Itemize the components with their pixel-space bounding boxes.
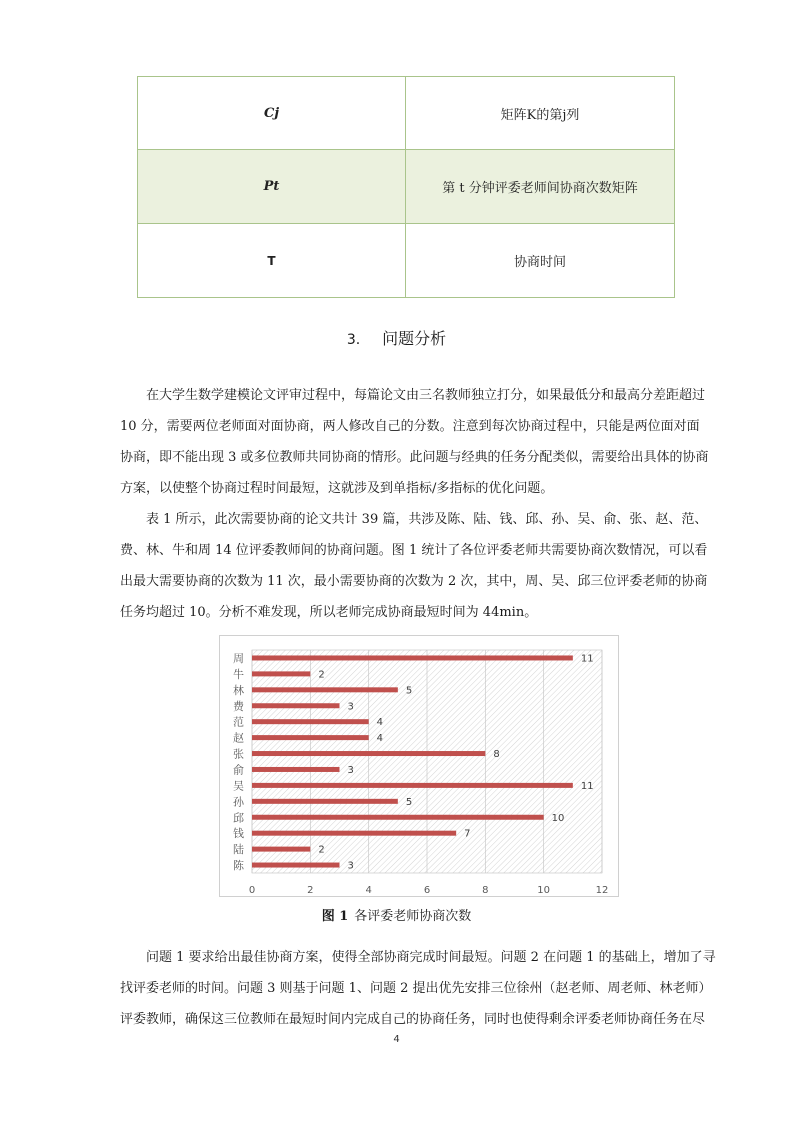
category-label: 张 [233, 747, 244, 761]
symbol-row [138, 150, 675, 224]
category-label: 孙 [233, 795, 244, 809]
data-label: 5 [405, 685, 413, 697]
text-line: 10 分，需要两位老师面对面协商，两人修改自己的分数。注意到每次协商过程中，只能是两位面对面 [120, 419, 700, 434]
bar [252, 831, 456, 836]
bar-chart-svg [220, 636, 618, 896]
bar [252, 671, 310, 676]
category-label: 费 [233, 699, 244, 713]
category-label: 林 [233, 683, 244, 697]
x-tick-label: 10 [537, 885, 551, 896]
bar [252, 655, 573, 660]
category-label: 周 [233, 651, 244, 665]
symbol-row [138, 77, 675, 150]
category-label: 邱 [233, 811, 244, 825]
data-label: 4 [376, 717, 384, 729]
data-label: 8 [493, 749, 500, 761]
data-label: 3 [347, 860, 354, 872]
meaning-cell: 矩阵K的第j列 [406, 77, 675, 150]
data-label: 11 [580, 653, 594, 665]
category-label: 牛 [233, 667, 244, 681]
data-label: 3 [347, 701, 354, 713]
symbol-row [138, 224, 675, 298]
text-line: 任务均超过 10。分析不难发现，所以老师完成协商最短时间为 44min。 [120, 605, 538, 620]
meaning-cell: 第 t 分钟评委老师间协商次数矩阵 [406, 150, 675, 224]
bar [252, 847, 310, 852]
bar [252, 703, 340, 708]
data-label: 7 [464, 828, 471, 840]
x-tick-labels [249, 885, 609, 896]
symbol-cell: Pt [138, 150, 406, 224]
category-labels [233, 652, 245, 872]
meaning-cell: 协商时间 [406, 224, 675, 298]
bar [252, 719, 369, 724]
text-line: 评委教师，确保这三位教师在最短时间内完成自己的协商任务，同时也使得剩余评委老师协商任务在尽 [120, 1012, 706, 1027]
text-line: 问题 1 要求给出最佳协商方案，使得全部协商完成时间最短。问题 2 在问题 1 的基础上，增加了寻 [146, 950, 716, 965]
data-label: 4 [376, 733, 384, 745]
x-tick-label: 0 [248, 885, 256, 896]
paragraph-2 [120, 504, 720, 628]
data-label: 2 [318, 669, 325, 681]
text-line: 费、林、牛和周 14 位评委教师间的协商问题。图 1 统计了各位评委老师共需要协商次数情况，可以看 [120, 543, 708, 558]
category-label: 陈 [233, 859, 244, 873]
symbol-cell: T [138, 224, 406, 298]
x-tick-label: 6 [423, 885, 431, 896]
bar [252, 751, 485, 756]
x-tick-label: 12 [595, 885, 609, 896]
x-tick-label: 8 [482, 885, 489, 896]
bar [252, 783, 573, 788]
section-number: 3. [346, 332, 361, 348]
data-label: 11 [580, 780, 594, 792]
bar [252, 687, 398, 692]
section-heading [0, 326, 793, 349]
bar [252, 767, 340, 772]
bar-chart [219, 635, 619, 897]
bar [252, 735, 369, 740]
figure-caption [0, 905, 793, 924]
paragraph-1 [120, 380, 720, 504]
data-label: 3 [347, 764, 354, 776]
bar [252, 799, 398, 804]
text-line: 找评委老师的时间。问题 3 则基于问题 1、问题 2 提出优先安排三位徐州（赵老师、周老师、林老师） [120, 981, 712, 996]
data-label: 10 [551, 812, 565, 824]
text-line: 协商，即不能出现 3 或多位教师共同协商的情形。此问题与经典的任务分配类似，需要给出具体的协商 [120, 450, 709, 465]
category-label: 俞 [233, 763, 244, 777]
category-label: 范 [233, 715, 244, 729]
category-label: 吴 [233, 779, 244, 793]
symbol-table [137, 76, 675, 298]
category-label: 钱 [233, 827, 244, 841]
bar [252, 863, 340, 868]
category-label: 赵 [233, 731, 244, 745]
text-line: 表 1 所示，此次需要协商的论文共计 39 篇，共涉及陈、陆、钱、邱、孙、吴、俞、张、赵、范、 [146, 512, 708, 527]
figure-caption-text: 各评委老师协商次数 [354, 909, 472, 924]
symbol-cell: Cj [138, 77, 406, 150]
bar [252, 815, 544, 820]
x-tick-label: 4 [365, 885, 372, 896]
x-tick-label: 2 [307, 885, 314, 896]
paragraph-3 [120, 942, 720, 1035]
figure-number: 图 1 [321, 909, 349, 924]
category-label: 陆 [233, 843, 244, 857]
text-line: 在大学生数学建模论文评审过程中，每篇论文由三名教师独立打分，如果最低分和最高分差距超过 [146, 388, 706, 403]
data-label: 5 [405, 796, 413, 808]
text-line: 方案，以使整个协商过程时间最短，这就涉及到单指标/多指标的优化问题。 [120, 481, 554, 496]
section-title: 问题分析 [382, 329, 447, 348]
text-line: 出最大需要协商的次数为 11 次，最小需要协商的次数为 2 次，其中，周、吴、邱三位评委老师的协商 [120, 574, 708, 589]
data-label: 2 [318, 844, 325, 856]
page-number: 4 [393, 1034, 400, 1045]
